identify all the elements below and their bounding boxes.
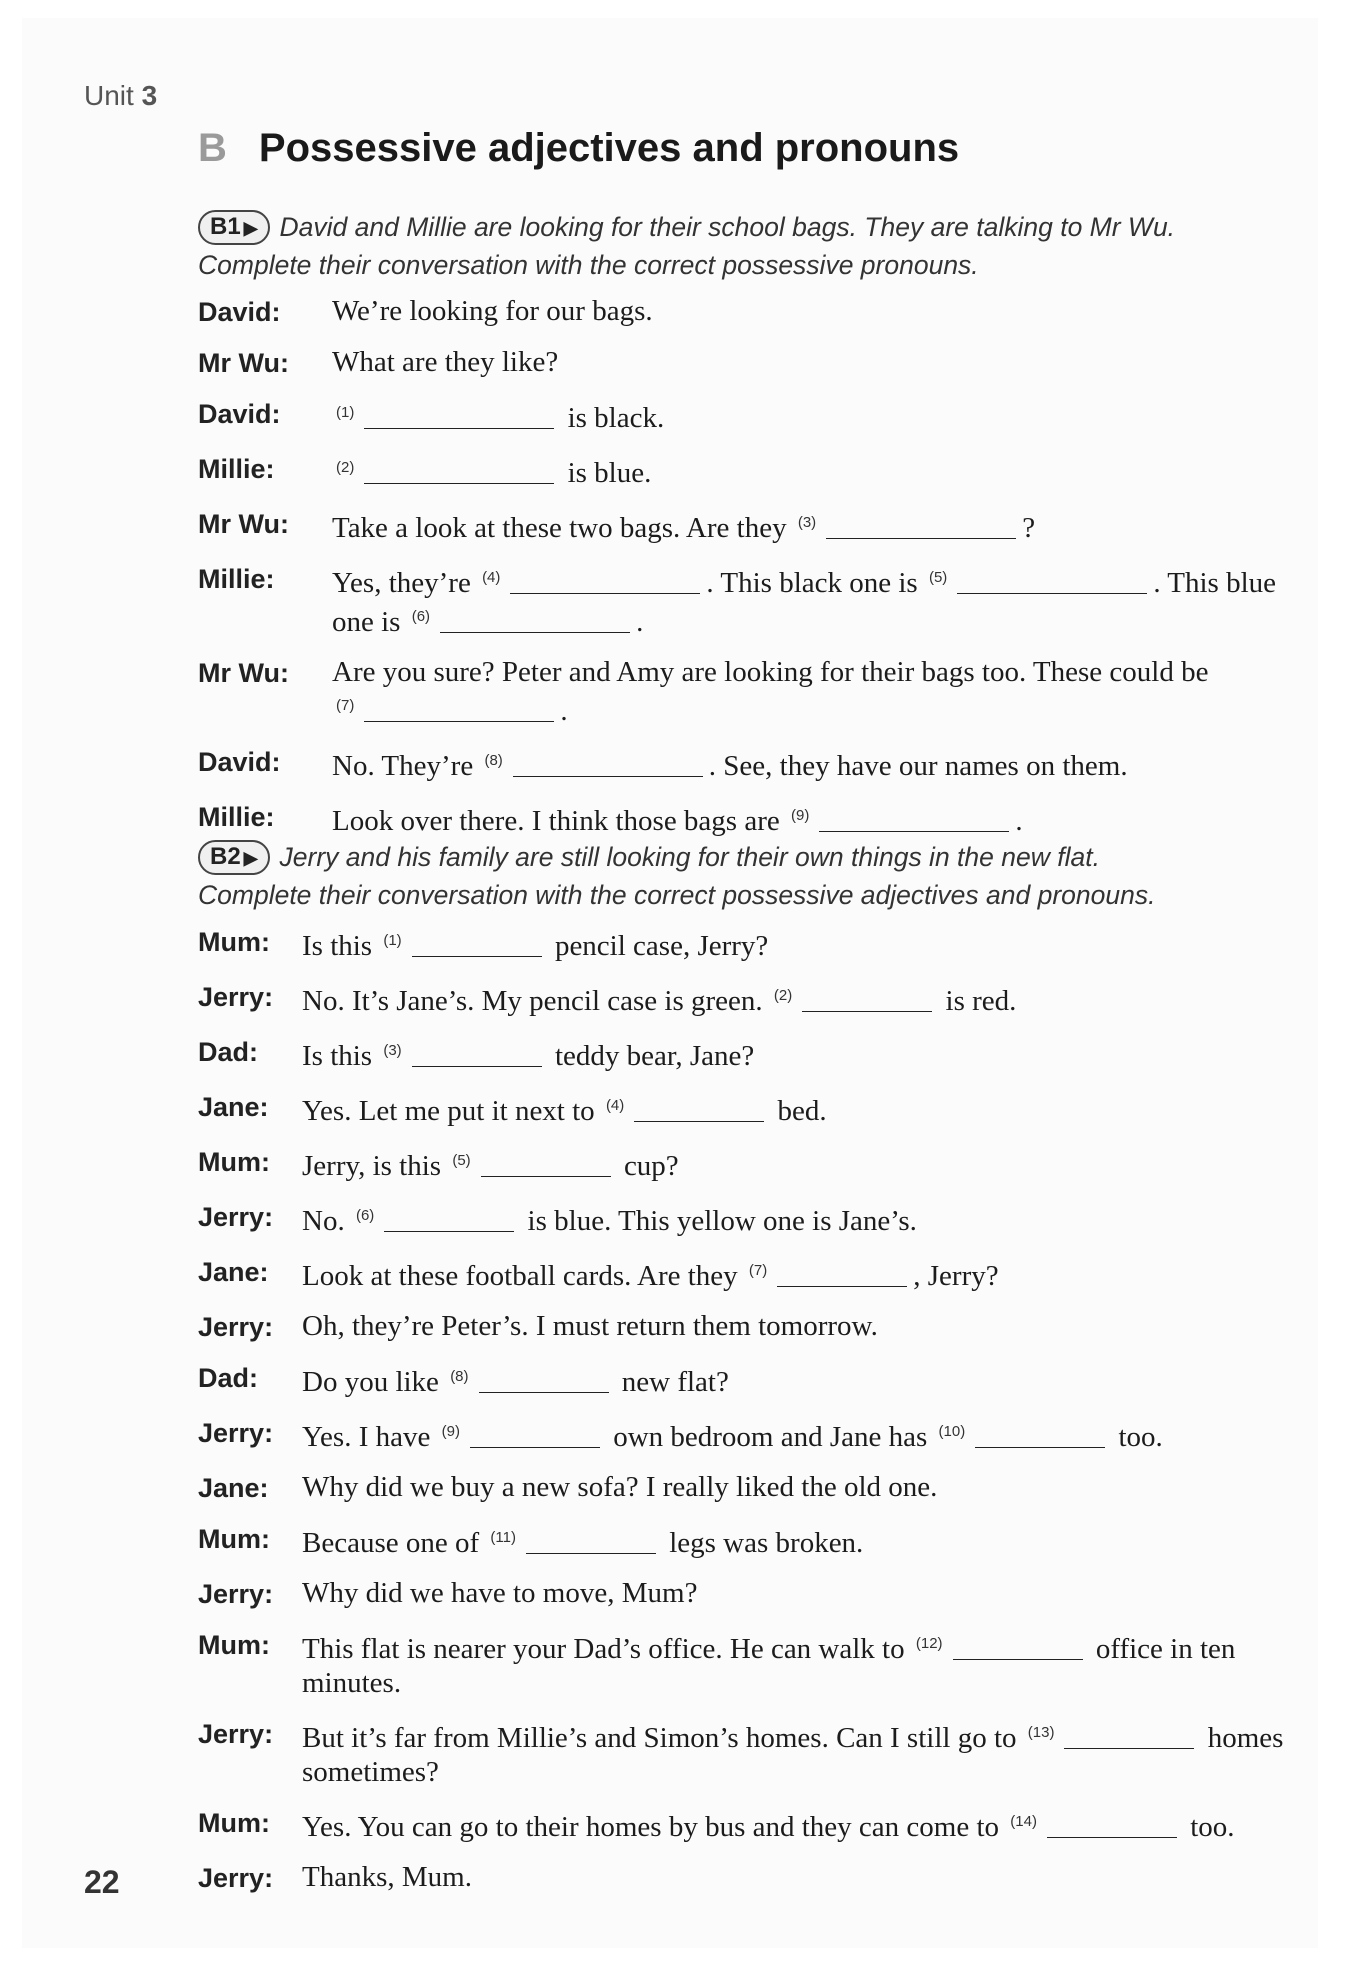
speaker-name: Mum: (198, 1630, 270, 1660)
dialogue-line (198, 506, 1323, 545)
speaker-name: Mum: (198, 1524, 270, 1554)
play-triangle-icon: ▶ (243, 848, 258, 868)
exercise-instruction (198, 838, 1323, 914)
blank-line[interactable] (957, 569, 1147, 594)
blank-line[interactable] (634, 1097, 764, 1122)
blank-line[interactable] (777, 1262, 907, 1287)
speaker-name: Millie: (198, 454, 275, 484)
speech-text (302, 1309, 1323, 1343)
speech-segment: Oh, they’re Peter’s. I must return them tomorrow. (302, 1310, 878, 1342)
gap-number: (10) (938, 1423, 966, 1440)
exercise-badge: B1 ▶ (198, 210, 270, 245)
speech-segment: legs was broken. (661, 1527, 864, 1559)
dialogue-line (198, 294, 1323, 329)
gap-number: (3) (383, 1042, 402, 1059)
speech-segment: Yes. You can go to their homes by bus and they can come to (302, 1811, 1007, 1843)
speech-text (302, 1034, 1323, 1073)
dialogue-line (198, 1415, 1323, 1454)
speech-text (302, 924, 1323, 963)
answer-gap[interactable] (356, 1199, 514, 1238)
speech-segment: Are you sure? Peter and Amy are looking for their bags too. These could be (332, 656, 1209, 688)
answer-gap[interactable] (1010, 1805, 1177, 1844)
dialogue (198, 294, 1323, 838)
dialogue-line (198, 1254, 1323, 1293)
speaker-name: Mum: (198, 1808, 270, 1838)
speech-segment: teddy bear, Jane? (547, 1040, 755, 1072)
speech-segment: . This blue one is (332, 567, 1277, 638)
dialogue-line (198, 561, 1323, 639)
blank-line[interactable] (412, 1042, 542, 1067)
dialogue-line (198, 744, 1323, 783)
speaker-name: Dad: (198, 1363, 258, 1393)
blank-line[interactable] (470, 1423, 600, 1448)
speaker-name: Mr Wu: (198, 658, 289, 688)
speaker-name: Jerry: (198, 982, 274, 1012)
blank-line[interactable] (819, 807, 1009, 832)
speech-segment: Yes, they’re (332, 567, 479, 599)
speaker-name: David: (198, 747, 281, 777)
speaker-name: David: (198, 297, 281, 327)
answer-gap[interactable] (916, 1627, 1083, 1666)
instruction-line-2: Complete their conversation with the correct possessive pronouns. (198, 250, 979, 280)
speech-text (332, 294, 1323, 328)
dialogue-line (198, 1627, 1323, 1700)
speaker-name: Jerry: (198, 1719, 274, 1749)
dialogue-line (198, 1089, 1323, 1128)
speech-segment: Is this (302, 1040, 380, 1072)
speech-segment: pencil case, Jerry? (547, 930, 769, 962)
blank-line[interactable] (384, 1207, 514, 1232)
dialogue-line (198, 1576, 1323, 1611)
speech-segment: No. It’s Jane’s. My pencil case is green. (302, 985, 770, 1017)
speech-text (302, 1860, 1323, 1894)
dialogue-line (198, 924, 1323, 963)
speech-text (302, 1199, 1323, 1238)
speaker-name: Jerry: (198, 1418, 274, 1448)
blank-line[interactable] (364, 404, 554, 429)
gap-number: (5) (928, 569, 948, 586)
answer-gap[interactable] (939, 1415, 1106, 1454)
dialogue-line (198, 799, 1323, 838)
speech-segment: too. (1182, 1811, 1235, 1843)
blank-line[interactable] (975, 1423, 1105, 1448)
gap-number: (7) (336, 697, 355, 714)
exercise-b2 (198, 838, 1323, 1911)
blank-line[interactable] (364, 459, 554, 484)
dialogue-line (198, 1360, 1323, 1399)
gap-number: (4) (605, 1097, 625, 1114)
speaker-name: Mr Wu: (198, 348, 289, 378)
exercise-b1 (198, 208, 1323, 854)
speech-text (302, 979, 1323, 1018)
gap-number: (11) (490, 1529, 516, 1546)
speech-segment: Why did we have to move, Mum? (302, 1577, 698, 1609)
blank-line[interactable] (481, 1152, 611, 1177)
gap-number: (4) (482, 569, 501, 586)
answer-gap[interactable] (490, 1521, 656, 1560)
speaker-name: Jane: (198, 1257, 269, 1287)
speech-text (332, 396, 1323, 435)
speaker-name: Millie: (198, 802, 275, 832)
answer-gap[interactable] (929, 561, 1147, 600)
speech-segment: Yes. I have (302, 1421, 438, 1453)
speaker-name: Jerry: (198, 1579, 274, 1609)
speech-segment: is blue. (560, 457, 652, 489)
speech-segment: . (560, 695, 568, 727)
answer-gap[interactable] (1028, 1716, 1195, 1755)
play-triangle-icon: ▶ (243, 218, 258, 238)
gap-number: (9) (791, 807, 810, 824)
blank-line[interactable] (1064, 1724, 1194, 1749)
blank-line[interactable] (510, 569, 700, 594)
speech-segment: . This black one is (706, 567, 925, 599)
speech-text (332, 345, 1323, 379)
exercise-instruction (198, 208, 1323, 284)
dialogue-line (198, 1309, 1323, 1344)
speech-text (302, 1627, 1323, 1700)
unit-number: 3 (141, 80, 158, 111)
blank-line[interactable] (513, 752, 703, 777)
dialogue-line (198, 345, 1323, 380)
speech-segment: , Jerry? (913, 1260, 999, 1292)
section-letter: B (198, 126, 227, 170)
speech-segment: is blue. This yellow one is Jane’s. (520, 1205, 917, 1237)
speech-text (302, 1360, 1323, 1399)
speech-segment: . (636, 606, 644, 638)
blank-line[interactable] (826, 514, 1016, 539)
speech-segment: ? (1022, 512, 1036, 544)
blank-line[interactable] (440, 608, 630, 633)
dialogue-line (198, 1034, 1323, 1073)
dialogue (198, 924, 1323, 1895)
speech-segment: This flat is nearer your Dad’s office. He can walk to (302, 1633, 912, 1665)
speech-text (302, 1716, 1323, 1789)
dialogue-line (198, 1716, 1323, 1789)
answer-gap[interactable] (336, 689, 554, 728)
speaker-name: Mum: (198, 1147, 270, 1177)
unit-prefix: Unit (84, 80, 134, 111)
speech-segment: Jerry, is this (302, 1150, 449, 1182)
answer-gap[interactable] (336, 451, 554, 490)
speech-segment: bed. (770, 1095, 827, 1127)
gap-number: (1) (383, 932, 402, 949)
speech-text (332, 506, 1323, 545)
speech-segment: is red. (938, 985, 1017, 1017)
gap-number: (2) (336, 459, 355, 476)
speech-text (332, 744, 1323, 783)
blank-line[interactable] (526, 1529, 656, 1554)
speaker-name: Millie: (198, 564, 275, 594)
speaker-name: Jerry: (198, 1312, 274, 1342)
speech-segment: new flat? (614, 1366, 729, 1398)
speech-text (302, 1576, 1323, 1610)
gap-number: (12) (915, 1635, 943, 1652)
gap-number: (7) (748, 1262, 768, 1279)
speech-segment: homes sometimes? (302, 1722, 1284, 1788)
answer-gap[interactable] (336, 396, 554, 435)
gap-number: (1) (336, 404, 355, 421)
speech-text (332, 799, 1323, 838)
speech-text (302, 1805, 1323, 1844)
speech-segment: Look at these football cards. Are they (302, 1260, 745, 1292)
speaker-name: David: (198, 399, 281, 429)
speech-text (302, 1521, 1323, 1560)
speaker-name: Dad: (198, 1037, 258, 1067)
dialogue-line (198, 979, 1323, 1018)
speech-segment: too. (1111, 1421, 1163, 1453)
speech-segment: What are they like? (332, 346, 559, 378)
speech-segment: cup? (616, 1150, 679, 1182)
answer-gap[interactable] (412, 600, 630, 639)
speaker-name: Jane: (198, 1473, 269, 1503)
dialogue-line (198, 1144, 1323, 1183)
speaker-name: Jerry: (198, 1202, 274, 1232)
answer-gap[interactable] (450, 1360, 608, 1399)
answer-gap[interactable] (383, 1034, 541, 1073)
speaker-name: Mum: (198, 927, 270, 957)
gap-number: (8) (484, 752, 503, 769)
speech-segment: Because one of (302, 1527, 487, 1559)
speech-segment: No. (302, 1205, 352, 1237)
speaker-name: Jane: (198, 1092, 269, 1122)
section-heading (198, 126, 959, 171)
dialogue-line (198, 1805, 1323, 1844)
section-title: Possessive adjectives and pronouns (258, 126, 960, 170)
speech-text (302, 1415, 1323, 1454)
speaker-name: Jerry: (198, 1863, 274, 1893)
gap-number: (2) (773, 987, 793, 1004)
blank-line[interactable] (1047, 1813, 1177, 1838)
dialogue-line (198, 1199, 1323, 1238)
speech-text (332, 561, 1323, 639)
speech-text (302, 1470, 1323, 1504)
speech-segment: Do you like (302, 1366, 447, 1398)
exercise-badge: B2 ▶ (198, 840, 270, 875)
speech-segment: is black. (560, 402, 665, 434)
answer-gap[interactable] (484, 744, 702, 783)
instruction-line-1: David and Millie are looking for their school bags. They are talking to Mr Wu. (279, 212, 1176, 242)
speech-segment: Take a look at these two bags. Are they (332, 512, 794, 544)
gap-number: (9) (441, 1423, 460, 1440)
speech-segment: But it’s far from Millie’s and Simon’s homes. Can I still go to (302, 1722, 1024, 1754)
page-number: 22 (84, 1864, 120, 1900)
speech-segment: We’re looking for our bags. (332, 295, 653, 327)
dialogue-line (198, 451, 1323, 490)
speech-text (332, 655, 1323, 728)
speech-segment: own bedroom and Jane has (605, 1421, 935, 1453)
gap-number: (6) (355, 1207, 375, 1224)
gap-number: (8) (450, 1368, 469, 1385)
unit-label (84, 80, 157, 112)
gap-number: (5) (452, 1152, 471, 1169)
speech-text (302, 1144, 1323, 1183)
answer-gap[interactable] (452, 1144, 610, 1183)
dialogue-line (198, 396, 1323, 435)
dialogue-line (198, 1470, 1323, 1505)
speech-segment: Thanks, Mum. (302, 1861, 472, 1893)
speech-segment: office in ten minutes. (302, 1633, 1236, 1699)
answer-gap[interactable] (383, 924, 541, 963)
dialogue-line (198, 1860, 1323, 1895)
speech-segment: . (1015, 805, 1023, 837)
speech-text (302, 1254, 1323, 1293)
answer-gap[interactable] (791, 799, 1009, 838)
blank-line[interactable] (479, 1368, 609, 1393)
dialogue-line (198, 655, 1323, 728)
answer-gap[interactable] (798, 506, 1016, 545)
speech-text (332, 451, 1323, 490)
gap-number: (3) (797, 514, 817, 531)
blank-line[interactable] (364, 697, 554, 722)
speech-text (302, 1089, 1323, 1128)
instruction-line-2: Complete their conversation with the correct possessive adjectives and pronouns. (198, 880, 1156, 910)
blank-line[interactable] (802, 987, 932, 1012)
gap-number: (6) (411, 608, 431, 625)
gap-number: (14) (1010, 1813, 1037, 1830)
speech-segment: No. They’re (332, 750, 481, 782)
blank-line[interactable] (953, 1635, 1083, 1660)
speech-segment: Look over there. I think those bags are (332, 805, 787, 837)
answer-gap[interactable] (442, 1415, 600, 1454)
answer-gap[interactable] (774, 979, 932, 1018)
answer-gap[interactable] (482, 561, 700, 600)
blank-line[interactable] (412, 932, 542, 957)
answer-gap[interactable] (749, 1254, 907, 1293)
speech-segment: Is this (302, 930, 380, 962)
speech-segment: . See, they have our names on them. (708, 750, 1128, 782)
gap-number: (13) (1027, 1724, 1055, 1741)
instruction-line-1: Jerry and his family are still looking for their own things in the new flat. (279, 842, 1100, 872)
speech-segment: Why did we buy a new sofa? I really liked the old one. (302, 1471, 938, 1503)
speech-segment: Yes. Let me put it next to (302, 1095, 602, 1127)
answer-gap[interactable] (606, 1089, 764, 1128)
dialogue-line (198, 1521, 1323, 1560)
speaker-name: Mr Wu: (198, 509, 289, 539)
